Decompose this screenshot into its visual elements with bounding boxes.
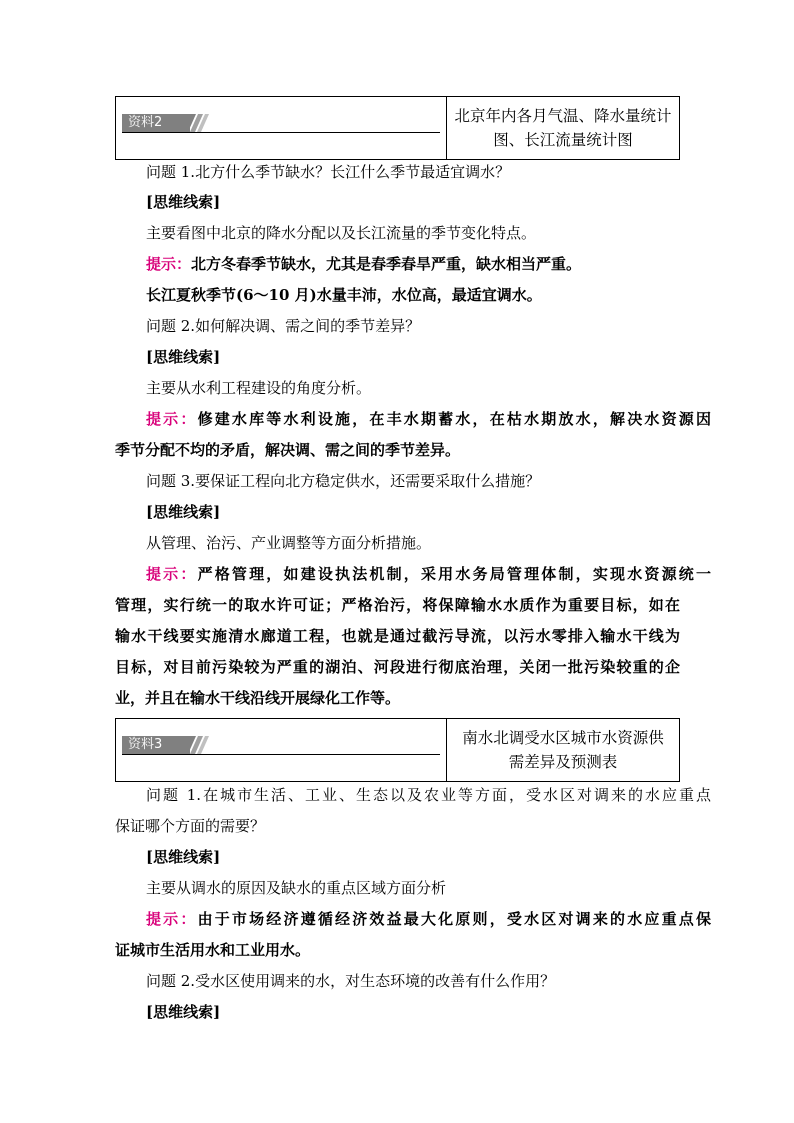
material-box: [115, 96, 680, 160]
material-title-line: 南水北调受水区城市水资源供: [462, 729, 664, 747]
material-tag-area: [116, 97, 447, 159]
hint-label: 提示：: [146, 255, 192, 273]
tag-slash-decoration-icon: [188, 114, 218, 132]
hint-label: 提示：: [146, 565, 198, 583]
material-title: [447, 97, 679, 159]
material-title-line: 北京年内各月气温、降水量统计: [454, 107, 672, 125]
clue-text: 从管理、治污、产业调整等方面分析措施。: [146, 534, 432, 552]
hint-line: [115, 909, 711, 929]
thinking-clue-heading: [思维线索]: [146, 503, 221, 521]
hint-label: 提示：: [146, 410, 198, 428]
hint-text: 目标，对目前污染较为严重的湖泊、河段进行彻底治理，关闭一批污染较重的企: [115, 658, 680, 676]
tag-slash-decoration-icon: [188, 736, 218, 754]
question-line: 问题 2.受水区使用调来的水，对生态环境的改善有什么作用？: [146, 972, 556, 990]
hint-text: 长江夏秋季节(6～10 月)水量丰沛，水位高，最适宜调水。: [146, 286, 542, 304]
hint-text: 北方冬春季节缺水，尤其是春季春旱严重，缺水相当严重。: [191, 255, 582, 273]
hint-text: 严格管理，如建设执法机制，采用水务局管理体制，实现水资源统一: [197, 565, 711, 583]
hint-line: [115, 564, 711, 584]
hint-text: 管理，实行统一的取水许可证；严格治污，将保障输水水质作为重要目标，如在: [115, 596, 680, 614]
thinking-clue-heading: [思维线索]: [146, 848, 221, 866]
material-tag: 资料2: [122, 114, 190, 132]
question-line: 问题 2.如何解决调、需之间的季节差异？: [146, 317, 421, 335]
question-line: 问题 1.在城市生活、工业、生态以及农业等方面，受水区对调来的水应重点: [146, 786, 711, 804]
question-line: 问题 3.要保证工程向北方稳定供水，还需要采取什么措施？: [146, 472, 541, 490]
tag-underline: [122, 754, 440, 755]
hint-text: 证城市生活用水和工业用水。: [115, 941, 311, 959]
clue-text: 主要从调水的原因及缺水的重点区域方面分析: [146, 879, 447, 897]
clue-text: 主要从水利工程建设的角度分析。: [146, 379, 372, 397]
thinking-clue-heading: [思维线索]: [146, 1003, 221, 1021]
hint-text: 由于市场经济遵循经济效益最大化原则，受水区对调来的水应重点保: [197, 910, 711, 928]
material-tag: 资料3: [122, 736, 190, 754]
clue-text: 主要看图中北京的降水分配以及长江流量的季节变化特点。: [146, 224, 537, 242]
material-box: [115, 718, 680, 782]
thinking-clue-heading: [思维线索]: [146, 348, 221, 366]
hint-text: 业，并且在输水干线沿线开展绿化工作等。: [115, 689, 401, 707]
question-line: 问题 1.北方什么季节缺水？长江什么季节最适宜调水？: [146, 163, 511, 181]
material-title-line: 图、长江流量统计图: [493, 131, 633, 149]
hint-label: 提示：: [146, 910, 198, 928]
hint-text: 输水干线要实施清水廊道工程，也就是通过截污导流，以污水零排入输水干线为: [115, 627, 680, 645]
material-title: [447, 719, 679, 781]
hint-line: [115, 409, 711, 429]
hint-line: [115, 254, 711, 274]
hint-text: 修建水库等水利设施，在丰水期蓄水，在枯水期放水，解决水资源因: [197, 410, 711, 428]
material-tag-area: [116, 719, 447, 781]
tag-underline: [122, 132, 440, 133]
thinking-clue-heading: [思维线索]: [146, 193, 221, 211]
question-line: 保证哪个方面的需要？: [115, 817, 266, 835]
material-title-line: 需差异及预测表: [508, 753, 618, 771]
hint-text: 季节分配不均的矛盾，解决调、需之间的季节差异。: [115, 441, 461, 459]
